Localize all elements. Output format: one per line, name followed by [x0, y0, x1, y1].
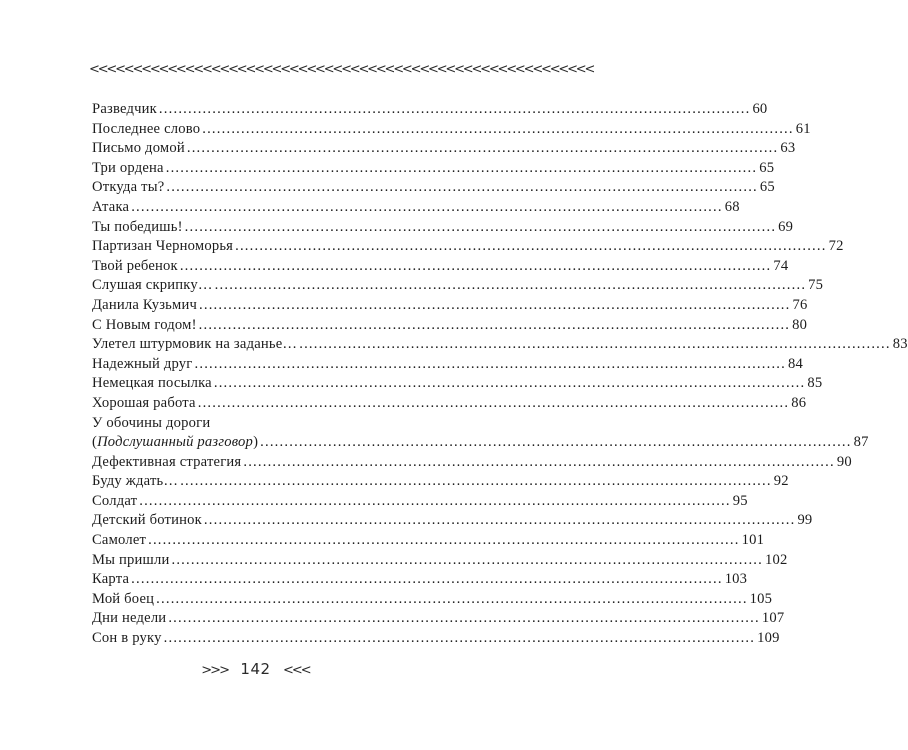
toc-entry-page: 69 — [778, 218, 794, 235]
toc-entry-title: Карта — [92, 571, 130, 588]
page-footer — [0, 660, 511, 678]
toc-entry — [92, 374, 823, 394]
toc-entry — [92, 453, 852, 473]
toc-entry-page: 65 — [759, 159, 775, 176]
toc-entry — [92, 159, 775, 179]
toc-entry-page: 99 — [797, 512, 813, 529]
toc-leader-dots — [198, 394, 790, 414]
table-of-contents — [92, 100, 908, 649]
toc-entry-title: Дефективная стратегия — [92, 453, 242, 470]
toc-entry — [92, 433, 869, 453]
toc-leader-dots — [195, 355, 787, 375]
toc-entry-title: Данила Кузьмич — [92, 296, 197, 313]
toc-entry — [92, 237, 844, 257]
toc-entry-page: 80 — [792, 316, 808, 333]
toc-entry-page: 109 — [757, 630, 780, 647]
toc-entry-title: Письмо домой — [92, 140, 185, 157]
toc-entry-title: Улетел штурмовик на заданье… — [92, 336, 298, 353]
toc-entry-title: Хорошая работа — [92, 394, 196, 411]
toc-leader-dots — [214, 374, 806, 394]
toc-leader-dots — [187, 139, 779, 159]
toc-entry-title: Самолет — [92, 532, 147, 549]
toc-entry-page: 102 — [765, 551, 788, 568]
toc-leader-dots — [166, 178, 758, 198]
toc-leader-dots — [180, 257, 772, 277]
toc-entry-page: 75 — [808, 277, 824, 294]
toc-entry-page: 84 — [788, 355, 804, 372]
toc-leader-dots — [185, 218, 777, 238]
toc-entry-page: 63 — [780, 140, 796, 157]
toc-entry-title: С Новым годом! — [92, 316, 197, 333]
toc-leader-dots — [171, 551, 763, 571]
toc-entry-title: Атака — [92, 198, 130, 215]
toc-entry — [92, 198, 740, 218]
toc-entry-title: Солдат — [92, 492, 138, 509]
toc-entry-title: Сон в руку — [92, 630, 162, 647]
toc-entry-page: 60 — [752, 101, 768, 117]
toc-leader-dots — [156, 590, 748, 610]
toc-entry — [92, 218, 794, 238]
toc-leader-dots — [243, 453, 835, 473]
toc-entry — [92, 590, 773, 610]
toc-leader-dots — [166, 159, 758, 179]
toc-entry-page: 101 — [741, 532, 765, 549]
toc-entry — [92, 472, 789, 492]
toc-entry-page: 72 — [828, 238, 844, 255]
toc-entry-page: 86 — [791, 394, 807, 411]
toc-entry-title: (Подслушанный разговор) — [92, 434, 259, 451]
page-number: 142 — [240, 660, 271, 678]
toc-entry — [92, 276, 824, 296]
toc-entry — [92, 139, 796, 159]
toc-entry — [92, 296, 808, 316]
toc-entry — [92, 511, 813, 531]
toc-leader-dots — [139, 492, 731, 512]
toc-entry-title: Разведчик — [92, 101, 157, 117]
toc-entry-page: 65 — [759, 179, 775, 196]
toc-entry-page: 105 — [749, 590, 773, 607]
toc-entry-title: У обочины дороги — [92, 414, 211, 431]
toc-entry — [92, 629, 780, 649]
toc-entry-page: 103 — [724, 571, 748, 588]
toc-leader-dots — [199, 316, 791, 336]
toc-entry — [92, 257, 789, 277]
toc-entry-page: 87 — [853, 434, 869, 451]
toc-leader-dots — [202, 120, 794, 140]
toc-leader-dots — [131, 570, 723, 590]
toc-entry — [92, 335, 908, 355]
toc-entry-page: 95 — [732, 492, 748, 509]
toc-entry-page: 83 — [892, 336, 908, 353]
toc-leader-dots — [164, 629, 756, 649]
toc-leader-dots — [131, 198, 723, 218]
toc-entry-title: Партизан Черноморья — [92, 238, 234, 255]
toc-entry — [92, 551, 788, 571]
toc-entry-page: 68 — [724, 198, 740, 215]
toc-entry-title: Буду ждать… — [92, 473, 179, 490]
chevron-right-ornament-icon: >>> — [201, 663, 228, 678]
toc-entry — [92, 570, 748, 590]
toc-entry-page: 107 — [761, 610, 785, 627]
toc-entry-title: Надежный друг — [92, 355, 193, 372]
toc-entry-title: Детский ботинок — [92, 512, 202, 529]
toc-entry-title: Ты победишь! — [92, 218, 183, 235]
toc-leader-dots — [168, 609, 760, 629]
toc-entry — [92, 609, 785, 629]
toc-entry — [92, 120, 811, 140]
toc-entry — [92, 316, 808, 336]
toc-entry-title: Твой ребенок — [92, 257, 178, 274]
toc-entry-title: Последнее слово — [92, 120, 201, 137]
toc-entry-title: Три ордена — [92, 159, 164, 176]
toc-entry — [92, 178, 775, 198]
toc-entry-page: 74 — [773, 257, 789, 274]
toc-leader-dots — [159, 100, 751, 120]
toc-entry-page: 90 — [836, 453, 852, 470]
toc-leader-dots — [215, 276, 807, 296]
toc-leader-dots — [260, 433, 852, 453]
top-ornament-border: <<<<<<<<<<<<<<<<<<<<<<<<<<<<<<<<<<<<<<<<<<<<<<<<<<<<<<<<<< — [89, 62, 594, 77]
toc-leader-dots — [299, 335, 891, 355]
toc-entry-page: 61 — [795, 120, 811, 137]
toc-entry — [92, 414, 458, 434]
toc-entry — [92, 394, 807, 414]
toc-leader-dots — [148, 531, 740, 551]
toc-entry — [92, 100, 768, 120]
toc-entry-title: Мой боец — [92, 590, 155, 607]
toc-entry-title: Дни недели — [92, 610, 167, 627]
toc-entry — [92, 531, 765, 551]
toc-entry — [92, 355, 804, 375]
toc-leader-dots — [204, 511, 796, 531]
toc-entry-page: 92 — [773, 473, 789, 490]
toc-entry-title: Мы пришли — [92, 551, 170, 568]
toc-entry-page: 85 — [807, 375, 823, 392]
chevron-left-ornament-icon: <<< — [283, 663, 310, 678]
toc-entry — [92, 492, 748, 512]
toc-leader-dots — [235, 237, 827, 257]
toc-entry-title: Слушая скрипку… — [92, 277, 213, 294]
toc-entry-title: Откуда ты? — [92, 179, 165, 196]
toc-leader-dots — [199, 296, 791, 316]
toc-entry-page: 76 — [792, 296, 808, 313]
toc-entry-title: Немецкая посылка — [92, 375, 212, 392]
toc-leader-dots — [180, 472, 772, 492]
